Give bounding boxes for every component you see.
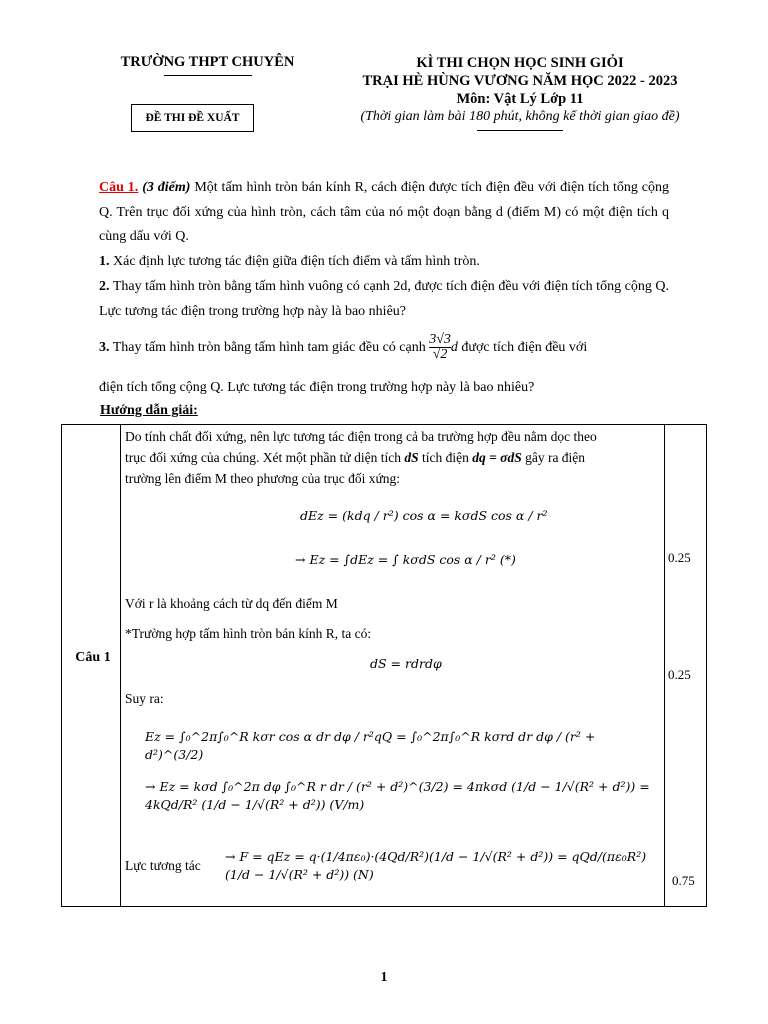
question-part-3: 3. Thay tấm hình tròn bằng tấm hình tam giác đều có cạnh $\frac{3√3}{√2}$ d được tích điện đều với xyxy=(99,332,588,363)
school-name: TRƯỜNG THPT CHUYÊN xyxy=(120,54,295,70)
time-note: (Thời gian làm bài 180 phút, không kể thời gian giao đề) xyxy=(360,109,680,124)
proposal-box: ĐỀ THI ĐỀ XUẤT xyxy=(131,104,254,132)
thus-label: Suy ra: xyxy=(125,691,164,706)
question-part-3-cont: điện tích tổng cộng Q. Lực tương tác điện trong trường hợp này là bao nhiêu? xyxy=(99,380,535,395)
question-part-1: 1. Xác định lực tương tác điện giữa điện tích điểm và tấm hình tròn. xyxy=(99,254,480,269)
table-divider-right xyxy=(664,424,665,906)
question-part-2: 2. Thay tấm hình tròn bằng tấm hình vuông có cạnh 2d, được tích điện đều với điện tích tổng cộng Q. Lực tương tác điện trong trường hợp này là bao nhiêu? xyxy=(99,279,670,319)
school-underline xyxy=(164,75,252,76)
question-points: (3 điểm) xyxy=(142,180,191,195)
score-1: 0.25 xyxy=(668,550,691,565)
subject-line: Môn: Vật Lý Lớp 11 xyxy=(456,91,584,107)
table-divider-left xyxy=(120,424,121,906)
exam-underline xyxy=(477,130,563,131)
solution-intro: Do tính chất đối xứng, nên lực tương tác điện trong cả ba trường hợp đều nằm dọc theo trục đối xứng của chúng. Xét một phần tử diện tích dS tích điện dq = σdS gây ra điện trường lên điểm M theo phương của trục đối xứng: xyxy=(125,429,597,486)
score-3: 0.75 xyxy=(672,873,695,888)
exam-title: KÌ THI CHỌN HỌC SINH GIỎI xyxy=(416,55,624,71)
question-intro xyxy=(99,176,669,250)
exam-header xyxy=(330,54,710,131)
equation-Ez-integral: → Ez = ∫dEz = ∫ kσdS cos α / r² (*) xyxy=(295,552,516,567)
page-number: 1 xyxy=(380,970,388,985)
equation-dEz: dEz = (kdq / r²) cos α = kσdS cos α / r² xyxy=(300,508,548,523)
force-label: Lực tương tác xyxy=(125,858,201,873)
row-label: Câu 1 xyxy=(75,650,111,665)
equation-force: → F = qEz = q·(1/4πε₀)·(4Qd/R²)(1/d − 1/√(R² + d²)) = qQd/(πε₀R²)(1/d − 1/√(R² + d²)) (N) xyxy=(225,849,647,882)
equation-dS: dS = rdrdφ xyxy=(370,656,442,671)
disk-case-label: *Trường hợp tấm hình tròn bán kính R, ta có: xyxy=(125,626,372,641)
question-label: Câu 1. xyxy=(99,180,139,195)
side-length-fraction: $\frac{3√3}{√2}$ xyxy=(429,332,451,363)
school-header xyxy=(100,54,315,76)
equation-Ez-double-integral: Ez = ∫₀^2π∫₀^R kσr cos α dr dφ / r²qQ = ∫₀^2π∫₀^R kσrd dr dφ / (r² + d²)^(3/2) xyxy=(145,729,596,762)
score-2: 0.25 xyxy=(668,667,691,682)
solution-guide-label: Hướng dẫn giải: xyxy=(100,403,198,418)
camp-title: TRẠI HÈ HÙNG VƯƠNG NĂM HỌC 2022 - 2023 xyxy=(362,73,678,89)
r-definition: Với r là khoảng cách từ dq đến điểm M xyxy=(125,596,338,611)
equation-Ez-result: → Ez = kσd ∫₀^2π dφ ∫₀^R r dr / (r² + d²)^(3/2) = 4πkσd (1/d − 1/√(R² + d²)) = 4kQd/R² (1/d − 1/√(R² + d²)) (V/m) xyxy=(145,779,650,812)
question-intro-text: Một tấm hình tròn bán kính R, cách điện được tích điện đều với điện tích tổng cộng Q. Trên trục đối xứng của hình tròn, cách tâm của nó một đoạn bằng d (điểm M) có một điện tích q cùng dấu với Q. xyxy=(99,180,670,244)
